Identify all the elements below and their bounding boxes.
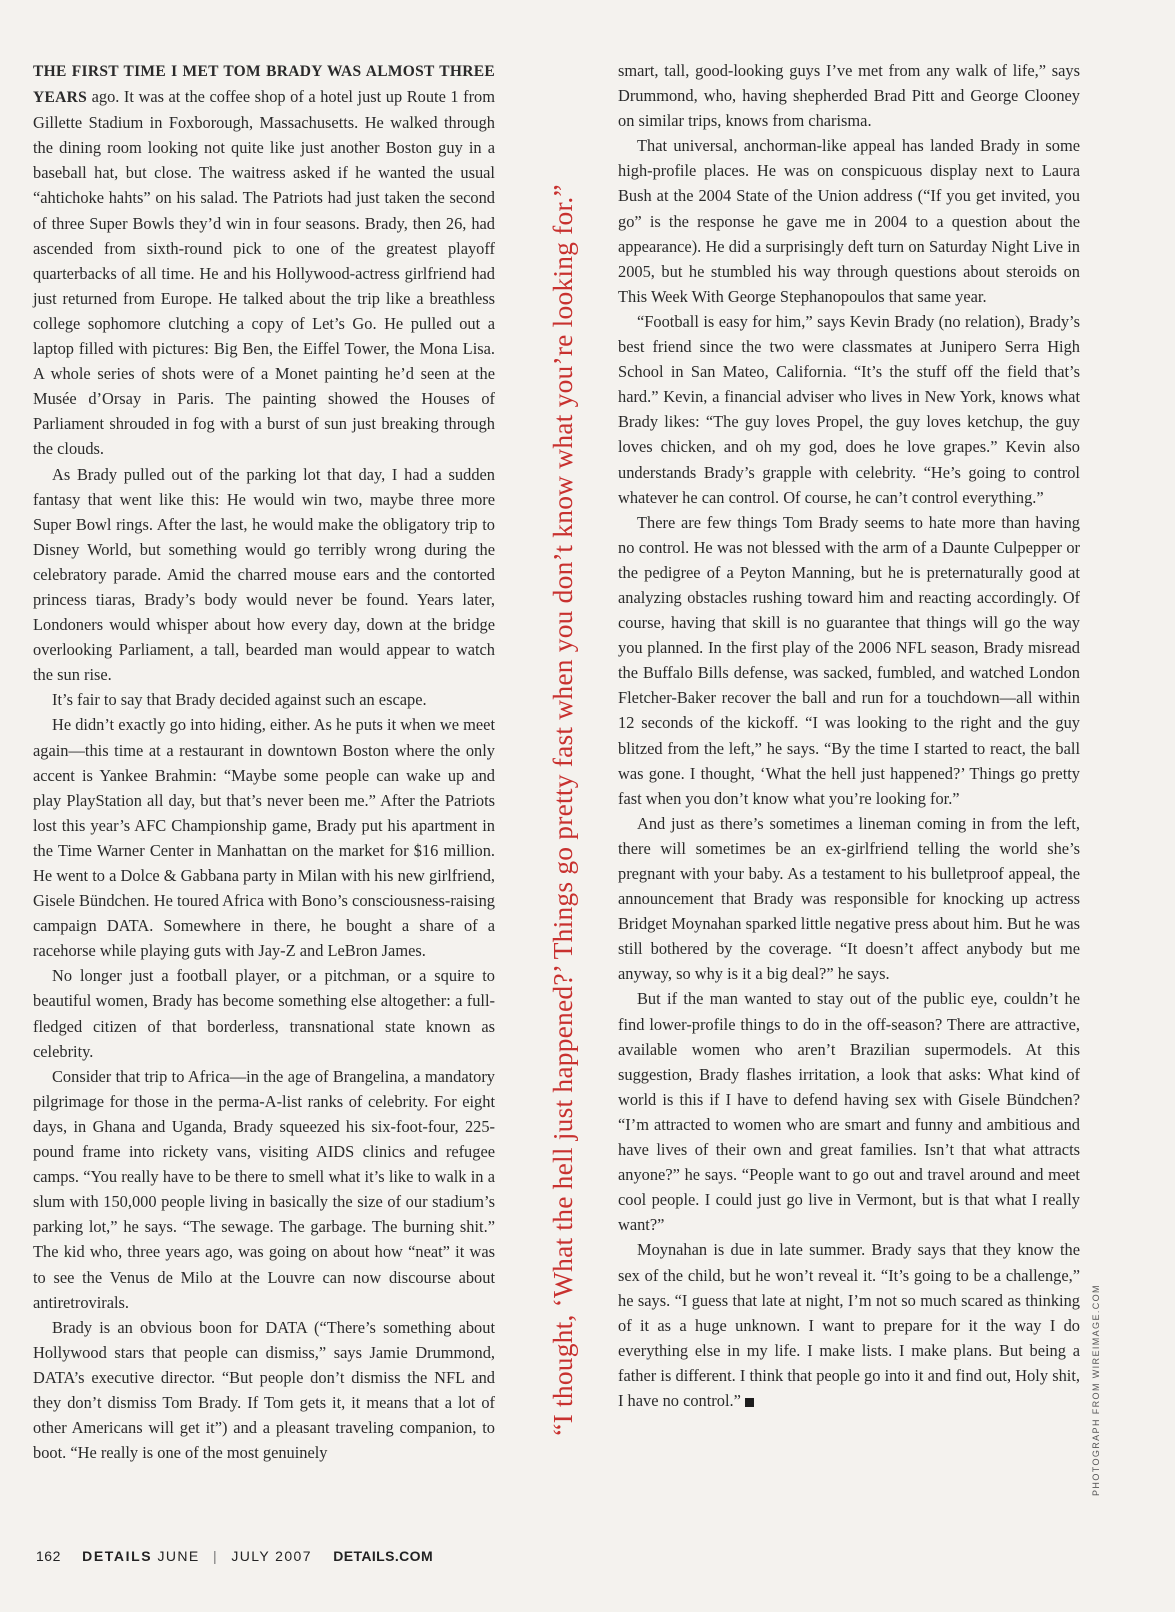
paragraph-text: ago. It was at the coffee shop of a hotel just up Route 1 from Gillette Stadium in Foxborough, Massachusetts. He walked through the dining room looking not quite like just another Boston guy in a baseball hat, but close. The waitress asked if he wanted the usual “ahtichoke hahts” on his salad. The Patriots had just taken the second of three Super Bowls they’d win in four seasons. Brady, then 26, had ascended from sixth-round pick to one of the greatest playoff quarterbacks of all time. He and his Hollywood-actress girlfriend had just returned from Europe. He talked about the trip like a breathless college sophomore clutching a copy of Let’s Go. He pulled out a laptop filled with pictures: Big Ben, the Eiffel Tower, the Mona Lisa. A whole series of shots were of a Monet painting he’d seen at the Musée d’Orsay in Paris. The painting showed the Houses of Parliament shrouded in fog with a burst of sun just breaking through the clouds. [33,87,495,459]
article-paragraph [33,58,495,462]
photo-credit-container [1088,1275,1104,1505]
footer-separator: | [212,1548,219,1564]
issue-month: JUNE [157,1548,200,1564]
article-paragraph: As Brady pulled out of the parking lot that day, I had a sudden fantasy that went like this: He would win two, maybe three more Super Bowl rings. After the last, he would make the obligatory trip to Disney World, but something would go terribly wrong during the celebratory parade. Amid the charred mouse ears and the contorted princess tiaras, Brady’s body would never be found. Years later, Londoners would whisper about how every day, down at the bridge overlooking Parliament, a tall, bearded man would appear to watch the sun rise. [33,464,495,685]
article-paragraph: It’s fair to say that Brady decided against such an escape. [52,690,427,710]
article-paragraph: Consider that trip to Africa—in the age of Brangelina, a mandatory pilgrimage for those in the perma-A-list ranks of celebrity. For eight days, in Ghana and Uganda, Brady squeezed his six-foot-four, 225-pound frame into rickety vans, visiting AIDS clinics and refugee camps. “You really have to be there to smell what it’s like to walk in a slum with 150,000 people living in basically the size of our stadium’s parking lot,” he says. “The sewage. The garbage. The burning shit.” The kid who, three years ago, was going on about how “neat” it was to see the Venus de Milo at the Louvre can now discourse about antiretrovirals. [33,1066,495,1312]
issue-date: JULY 2007 [231,1548,312,1564]
article-paragraph: Brady is an obvious boon for DATA (“There’s something about Hollywood stars that people can dismiss,” says Jamie Drummond, DATA’s executive director. “But people don’t dismiss the NFL and they don’t dismiss Tom Brady. If Tom gets it, it means that a lot of other Americans will get it”) and a pleasant traveling companion, to boot. “He really is one of the most genuinely [33,1317,495,1463]
paragraph-text: Moynahan is due in late summer. Brady says that they know the sex of the child, but he won’t reveal it. “It’s going to be a challenge,” he says. “I guess that late at night, I’m not so much scared as thinking of it as a huge unknown. I want to prepare for it the way I do everything else in my life. I make lists. I make plans. But being a father is different. I think that people go into it and find out, Holy shit, I have no control.” [618,1240,1080,1410]
article-paragraph: There are few things Tom Brady seems to hate more than having no control. He was not blessed with the arm of a Daunte Culpepper or the pedigree of a Peyton Manning, but he is preternaturally good at analyzing obstacles rushing toward him and reacting accordingly. Of course, having that skill is no guarantee that things will go the way you planned. In the first play of the 2006 NFL season, Brady misread the Buffalo Bills defense, was sacked, fumbled, and watched London Fletcher-Baker recover the ball and run for a touchdown—all within 12 seconds of the kickoff. “I was looking to the right and the guy blitzed from the left,” he says. “By the time I started to react, the ball was gone. I thought, ‘What the hell just happened?’ Things go pretty fast when you don’t know what you’re looking for.” [618,512,1080,808]
website-url: DETAILS.COM [333,1548,434,1564]
article-paragraph: And just as there’s sometimes a lineman coming in from the left, there will sometimes be an ex-girlfriend telling the world she’s pregnant with your baby. As a testament to his bulletproof appeal, the announcement that Brady was responsible for knocking up actress Bridget Moynahan sparked little negative press about him. But he was still bothered by the coverage. “It doesn’t affect anybody but me anyway, so why is it a big deal?” he says. [618,813,1080,984]
article-paragraph: No longer just a football player, or a pitchman, or a squire to beautiful women, Brady has become something else altogether: a full-fledged citizen of that borderless, transnational state known as celebrity. [33,966,495,1061]
article-paragraph: He didn’t exactly go into hiding, either. As he puts it when we meet again—this time at a restaurant in downtown Boston where the only accent is Yankee Brahmin: “Maybe some people can wake up and play PlayStation all day, but that’s never been me.” After the Patriots lost this year’s AFC Championship game, Brady put his apartment in the Time Warner Center in Manhattan on the market for $16 million. He went to a Dolce & Gabbana party in Milan with his new girlfriend, Gisele Bündchen. He toured Africa with Bono’s consciousness-raising campaign DATA. Somewhere in there, he bought a share of a racehorse while playing guts with Jay-Z and LeBron James. [33,715,495,961]
article-column-left [33,58,495,1465]
article-paragraph [618,1237,1080,1413]
article-paragraph: But if the man wanted to stay out of the public eye, couldn’t he find lower-profile things to do in the off-season? There are attractive, available women who aren’t Brazilian supermodels. At this suggestion, Brady flashes irritation, a look that asks: What kind of world is this if I have to defend having sex with Gisele Bündchen? “I’m attracted to women who are smart and funny and ambitious and have lives of their own and great families. Isn’t that what attracts anyone?” he says. “People want to go out and travel around and meet cool people. I could just go live in Vermont, but is that what I really want?” [618,989,1080,1235]
article-paragraph: “Football is easy for him,” says Kevin Brady (no relation), Brady’s best friend since the two were classmates at Junipero Serra High School in San Mateo, California. “It’s the stuff off the field that’s hard.” Kevin, a financial adviser who lives in New York, knows what Brady likes: “The guy loves Propel, the guy loves ketchup, the guy loves chicken, and oh my god, does he love grapes.” Kevin also understands Brady’s grapple with celebrity. “He’s going to control whatever he can control. Of course, he can’t control everything.” [618,311,1080,507]
end-of-article-mark [745,1398,754,1407]
article-paragraph: That universal, anchorman-like appeal has landed Brady in some high-profile places. He was on conspicuous display next to Laura Bush at the 2004 State of the Union address (“If you get invited, you go” is the response he gave me in 2004 to a question about the appearance). He did a surprisingly deft turn on Saturday Night Live in 2005, but he stumbled his way through questions about steroids on This Week With George Stephanopoulos that same year. [618,136,1080,306]
page-number: 162 [36,1548,61,1564]
page-footer [36,1548,433,1564]
magazine-name: DETAILS [82,1548,153,1564]
lead-in: THE FIRST TIME I MET TOM BRADY WAS ALMOST THREE YEARS [33,63,495,107]
article-paragraph: smart, tall, good-looking guys I’ve met from any walk of life,” says Drummond, who, having shepherded Brad Pitt and George Clooney on similar trips, knows from charisma. [618,61,1080,131]
pull-quote-container [538,40,588,1580]
pull-quote: “I thought, ‘What the hell just happened?’ Things go pretty fast when you don’t know what you’re looking for.” [547,184,578,1436]
article-column-right [618,58,1080,1413]
photo-credit: PHOTOGRAPH FROM WIREIMAGE.COM [1091,1284,1101,1496]
